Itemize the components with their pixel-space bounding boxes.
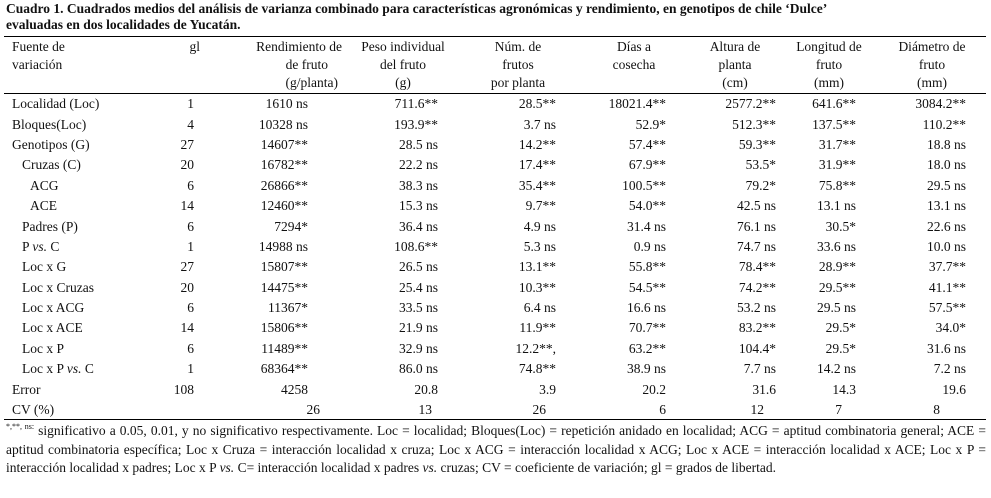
cell-dias: 38.9 ns <box>626 361 666 377</box>
cell-long: 14.3 <box>832 381 856 397</box>
cell-rend: 11489** <box>261 340 308 356</box>
footnote-symbols: *,**, ns: <box>6 422 35 431</box>
cell-altura: 12 <box>750 402 764 418</box>
cell-rend: 14988 ns <box>258 238 308 254</box>
cell-peso: 32.9 ns <box>398 340 438 356</box>
table-row <box>4 176 986 196</box>
cell-diam: 3084.2** <box>915 96 966 112</box>
cell-diam: 19.6 <box>942 381 966 397</box>
row-source: ACG <box>30 177 59 193</box>
cell-peso: 26.5 ns <box>398 259 438 275</box>
row-source: Padres (P) <box>22 218 78 234</box>
cell-long: 31.7** <box>818 136 856 152</box>
cell-rend: 14607** <box>260 136 308 152</box>
cell-num: 74.8** <box>518 361 556 377</box>
row-source: Loc x ACG <box>22 300 85 316</box>
header-gl: gl <box>189 39 200 54</box>
cell-gl: 14 <box>180 198 194 214</box>
cell-num: 35.4** <box>518 177 556 193</box>
cell-altura: 74.2** <box>738 279 776 295</box>
anova-table <box>4 38 986 420</box>
cell-rend: 10328 ns <box>258 116 308 132</box>
cell-long: 29.5 ns <box>816 300 856 316</box>
cell-dias: 55.8** <box>628 259 666 275</box>
cell-gl: 6 <box>187 340 194 356</box>
cell-altura: 74.7 ns <box>736 238 776 254</box>
header-altura: Altura de planta (cm) <box>709 39 761 90</box>
table-row <box>4 400 986 420</box>
cell-altura: 2577.2** <box>725 96 776 112</box>
cell-peso: 193.9** <box>394 116 438 132</box>
table-row <box>4 196 986 216</box>
cell-diam: 34.0* <box>935 320 966 336</box>
cell-altura: 42.5 ns <box>736 198 776 214</box>
cell-gl: 14 <box>180 320 194 336</box>
cell-dias: 67.9** <box>628 157 666 173</box>
header-diametro: Diámetro de fruto (mm) <box>898 39 966 90</box>
cell-long: 13.1 ns <box>816 198 856 214</box>
cell-long: 7 <box>835 402 842 418</box>
cell-dias: 18021.4** <box>608 96 666 112</box>
row-source: Cruzas (C) <box>22 157 81 173</box>
table-row <box>4 216 986 236</box>
cell-long: 75.8** <box>818 177 856 193</box>
row-source: Loc x Cruzas <box>22 279 94 295</box>
cell-dias: 16.6 ns <box>626 300 666 316</box>
cell-gl: 1 <box>187 361 194 377</box>
table-row <box>4 339 986 359</box>
cell-num: 11.9** <box>519 320 556 336</box>
cell-rend: 26 <box>306 402 320 418</box>
row-source: P vs. C <box>22 238 60 254</box>
cell-rend: 14475** <box>260 279 308 295</box>
cell-gl: 1 <box>187 96 194 112</box>
caption-line-2: evaluadas en dos localidades de Yucatán. <box>6 17 241 32</box>
cell-long: 29.5** <box>818 279 856 295</box>
table-row <box>4 155 986 175</box>
cell-gl <box>154 400 200 420</box>
cell-rend: 11367* <box>268 300 308 316</box>
table-row <box>4 298 986 318</box>
cell-altura: 78.4** <box>738 259 776 275</box>
row-source: Loc x ACE <box>22 320 83 336</box>
cell-peso: 711.6** <box>394 96 438 112</box>
cell-diam: 31.6 ns <box>926 340 966 356</box>
cell-dias: 20.2 <box>642 381 666 397</box>
cell-rend: 15806** <box>260 320 308 336</box>
cell-gl: 27 <box>180 259 194 275</box>
row-source: Genotipos (G) <box>12 136 90 152</box>
cell-altura: 31.6 <box>752 381 776 397</box>
row-source: Loc x G <box>22 259 67 275</box>
cell-dias: 54.5** <box>628 279 666 295</box>
cell-gl: 27 <box>180 136 194 152</box>
table-row <box>4 278 986 298</box>
cell-altura: 79.2* <box>745 177 776 193</box>
caption-line-1: Cuadro 1. Cuadrados medios del análisis de varianza combinado para características agronómicas y rendimiento, en genotipos de chile ‘Dulce’ <box>6 1 828 16</box>
cell-dias: 70.7** <box>628 320 666 336</box>
cell-long: 33.6 ns <box>816 238 856 254</box>
cell-diam: 13.1 ns <box>926 198 966 214</box>
cell-peso: 36.4 ns <box>398 218 438 234</box>
table-row <box>4 94 986 114</box>
cell-num: 3.9 <box>539 381 556 397</box>
cell-altura: 83.2** <box>738 320 776 336</box>
row-source: Loc x P vs. C <box>22 361 94 377</box>
cell-gl: 20 <box>180 157 194 173</box>
row-source: Localidad (Loc) <box>12 96 100 112</box>
cell-rend: 12460** <box>260 198 308 214</box>
cell-altura: 104.4* <box>738 340 776 356</box>
cell-rend: 68364** <box>260 361 308 377</box>
table-row <box>4 257 986 277</box>
cell-long: 137.5** <box>812 116 856 132</box>
table-row <box>4 237 986 257</box>
cell-altura: 59.3** <box>738 136 776 152</box>
table-row <box>4 114 986 134</box>
row-source: Loc x P <box>22 340 64 356</box>
cell-gl: 1 <box>187 238 194 254</box>
cell-num: 12.2**, <box>515 340 556 356</box>
row-source: CV (%) <box>12 402 55 418</box>
cell-diam: 18.8 ns <box>926 136 966 152</box>
cell-altura: 76.1 ns <box>736 218 776 234</box>
cell-gl: 4 <box>187 116 194 132</box>
header-longitud: Longitud de fruto (mm) <box>796 39 862 90</box>
cell-gl: 6 <box>187 218 194 234</box>
cell-num: 10.3** <box>518 279 556 295</box>
header-rendimiento: Rendimiento de de fruto (g/planta) <box>256 39 342 90</box>
cell-num: 9.7** <box>525 198 556 214</box>
cell-gl: 20 <box>180 279 194 295</box>
cell-long: 641.6** <box>812 96 856 112</box>
cell-diam: 41.1** <box>928 279 966 295</box>
row-source: ACE <box>30 198 57 214</box>
cell-dias: 52.9* <box>635 116 666 132</box>
row-source: Error <box>12 381 41 397</box>
cell-num: 3.7 ns <box>523 116 556 132</box>
cell-long: 29.5* <box>825 340 856 356</box>
cell-diam: 29.5 ns <box>926 177 966 193</box>
cell-num: 4.9 ns <box>523 218 556 234</box>
cell-diam: 10.0 ns <box>926 238 966 254</box>
row-source: Bloques(Loc) <box>12 116 87 132</box>
table-row <box>4 135 986 155</box>
cell-num: 28.5** <box>518 96 556 112</box>
cell-peso: 28.5 ns <box>398 136 438 152</box>
cell-peso: 33.5 ns <box>398 300 438 316</box>
cell-peso: 15.3 ns <box>398 198 438 214</box>
header-num-frutos: Núm. de frutos por planta <box>490 39 546 90</box>
table-row <box>4 359 986 379</box>
cell-long: 30.5* <box>825 218 856 234</box>
cell-rend: 7294* <box>274 218 308 234</box>
cell-altura: 7.7 ns <box>743 361 776 377</box>
cell-peso: 20.8 <box>414 381 438 397</box>
cell-rend: 15807** <box>260 259 308 275</box>
cell-peso: 38.3 ns <box>398 177 438 193</box>
header-fuente: Fuente de variación <box>12 39 65 72</box>
cell-dias: 54.0** <box>628 198 666 214</box>
cell-num: 17.4** <box>518 157 556 173</box>
cell-rend: 26866** <box>260 177 308 193</box>
cell-altura: 53.5* <box>745 157 776 173</box>
cell-peso: 22.2 ns <box>398 157 438 173</box>
cell-peso: 25.4 ns <box>398 279 438 295</box>
cell-rend: 16782** <box>260 157 308 173</box>
cell-num: 5.3 ns <box>523 238 556 254</box>
table-row <box>4 318 986 338</box>
table-body <box>4 94 986 420</box>
cell-long: 31.9** <box>818 157 856 173</box>
cell-diam: 37.7** <box>928 259 966 275</box>
cell-dias: 31.4 ns <box>626 218 666 234</box>
cell-diam: 57.5** <box>928 300 966 316</box>
cell-diam: 8 <box>933 402 940 418</box>
table-row <box>4 379 986 399</box>
cell-rend: 4258 <box>281 381 308 397</box>
cell-dias: 0.9 ns <box>633 238 666 254</box>
table-footnote: $^{*,**, ns:}$ significativo a 0.05, 0.01, y no significativo respectivamente. Loc = localidad; Bloques(Loc) = repetición anidado en localidad; ACG = aptitud combinatoria general; ACE = aptitud combinatoria específica; Loc x Cruza = interacción localidad x cruza; Loc x ACG = interacción localidad x ACG; Loc x ACE = interacción localidad x ACE; Loc x P = interacción localidad x padres; Loc x P vs. C= interacción localidad x padres vs. cruzas; CV = coeficiente de variación; gl = grados de libertad. <box>6 422 986 476</box>
cell-num: 14.2** <box>518 136 556 152</box>
cell-altura: 53.2 ns <box>736 300 776 316</box>
cell-long: 29.5* <box>825 320 856 336</box>
cell-gl: 6 <box>187 177 194 193</box>
table-header-row <box>4 38 986 94</box>
table-top-rule <box>4 36 986 37</box>
cell-num: 6.4 ns <box>523 300 556 316</box>
table-caption <box>6 1 986 33</box>
cell-peso: 21.9 ns <box>398 320 438 336</box>
cell-diam: 22.6 ns <box>926 218 966 234</box>
header-peso: Peso individual del fruto (g) <box>361 39 445 90</box>
cell-num: 13.1** <box>518 259 556 275</box>
cell-peso: 86.0 ns <box>398 361 438 377</box>
cell-peso: 13 <box>418 402 432 418</box>
cell-dias: 63.2** <box>628 340 666 356</box>
cell-altura: 512.3** <box>732 116 776 132</box>
cell-num: 26 <box>532 402 546 418</box>
cell-diam: 7.2 ns <box>933 361 966 377</box>
cell-long: 28.9** <box>818 259 856 275</box>
header-dias: Días a cosecha <box>612 39 656 72</box>
cell-long: 14.2 ns <box>816 361 856 377</box>
cell-peso: 108.6** <box>394 238 438 254</box>
cell-gl: 108 <box>173 381 194 397</box>
cell-dias: 6 <box>659 402 666 418</box>
cell-gl: 6 <box>187 300 194 316</box>
cell-rend: 1610 ns <box>265 96 308 112</box>
cell-diam: 110.2** <box>922 116 966 132</box>
cell-diam: 18.0 ns <box>926 157 966 173</box>
cell-dias: 57.4** <box>628 136 666 152</box>
cell-dias: 100.5** <box>622 177 666 193</box>
